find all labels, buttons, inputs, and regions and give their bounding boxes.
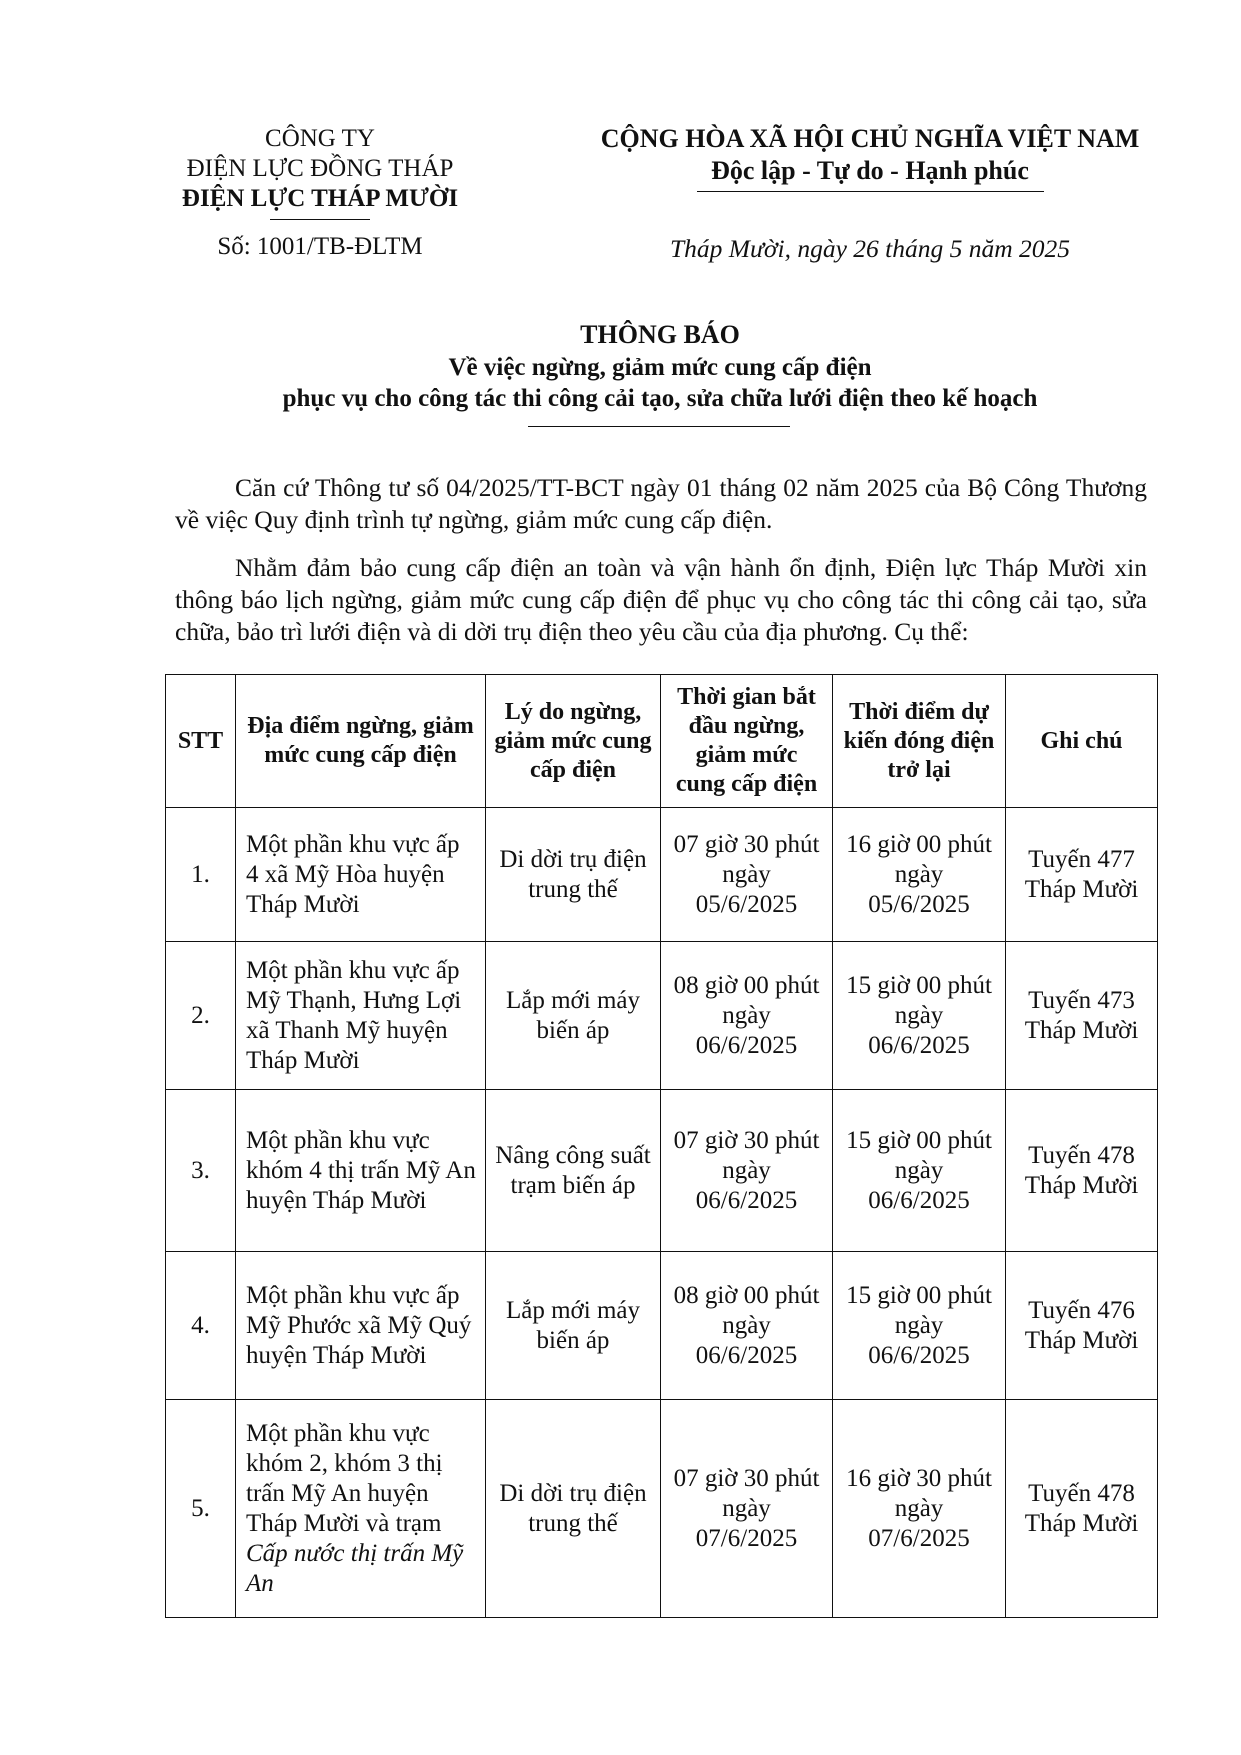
header-start-time: Thời gian bắt đầu ngừng, giảm mức cung cấp điện bbox=[661, 675, 833, 808]
cell-end-time: 15 giờ 00 phút ngày 06/6/2025 bbox=[833, 942, 1006, 1090]
cell-end-time: 15 giờ 00 phút ngày 06/6/2025 bbox=[833, 1252, 1006, 1400]
cell-location: Một phần khu vực ấp 4 xã Mỹ Hòa huyện Tháp Mười bbox=[236, 808, 486, 942]
place-date: Tháp Mười, ngày 26 tháng 5 năm 2025 bbox=[669, 234, 1071, 263]
cell-reason: Di dời trụ điện trung thế bbox=[486, 808, 661, 942]
header-reason: Lý do ngừng, giảm mức cung cấp điện bbox=[486, 675, 661, 808]
cell-start-time: 08 giờ 00 phút ngày 06/6/2025 bbox=[661, 1252, 833, 1400]
cell-end-time: 16 giờ 00 phút ngày 05/6/2025 bbox=[833, 808, 1006, 942]
cell-reason: Nâng công suất trạm biến áp bbox=[486, 1090, 661, 1252]
cell-note: Tuyến 477 Tháp Mười bbox=[1006, 808, 1158, 942]
table-row bbox=[166, 1090, 1158, 1252]
cell-end-time: 15 giờ 00 phút ngày 06/6/2025 bbox=[833, 1090, 1006, 1252]
cell-reason: Lắp mới máy biến áp bbox=[486, 942, 661, 1090]
cell-location-italic: Cấp nước thị trấn Mỹ An bbox=[246, 1539, 464, 1597]
cell-end-time: 16 giờ 30 phút ngày 07/6/2025 bbox=[833, 1400, 1006, 1618]
national-title: CỘNG HÒA XÃ HỘI CHỦ NGHĨA VIỆT NAM bbox=[600, 124, 1140, 153]
cell-stt: 4. bbox=[166, 1252, 236, 1400]
cell-location: Một phần khu vực khóm 4 thị trấn Mỹ An huyện Tháp Mười bbox=[236, 1090, 486, 1252]
document-subtitle-line2: phục vụ cho công tác thi công cải tạo, sửa chữa lưới điện theo kế hoạch bbox=[282, 385, 1038, 412]
cell-start-time: 07 giờ 30 phút ngày 05/6/2025 bbox=[661, 808, 833, 942]
org-name: ĐIỆN LỰC THÁP MƯỜI bbox=[181, 185, 459, 212]
document-subtitle-line1: Về việc ngừng, giảm mức cung cấp điện bbox=[448, 354, 872, 381]
cell-start-time: 07 giờ 30 phút ngày 06/6/2025 bbox=[661, 1090, 833, 1252]
org-header bbox=[150, 124, 490, 214]
cell-location: Một phần khu vực ấp Mỹ Thạnh, Hưng Lợi xã Thanh Mỹ huyện Tháp Mười bbox=[236, 942, 486, 1090]
header-location: Địa điểm ngừng, giảm mức cung cấp điện bbox=[236, 675, 486, 808]
document-title: THÔNG BÁO bbox=[580, 320, 740, 349]
cell-reason: Lắp mới máy biến áp bbox=[486, 1252, 661, 1400]
table-header-row bbox=[166, 675, 1158, 808]
cell-location bbox=[236, 1400, 486, 1618]
outage-schedule-table bbox=[165, 674, 1158, 1618]
paragraph-legal-basis: Căn cứ Thông tư số 04/2025/TT-BCT ngày 01 tháng 02 năm 2025 của Bộ Công Thương về việc Quy định trình tự ngừng, giảm mức cung cấp điện. bbox=[175, 473, 1147, 534]
cell-start-time: 07 giờ 30 phút ngày 07/6/2025 bbox=[661, 1400, 833, 1618]
cell-note: Tuyến 476 Tháp Mười bbox=[1006, 1252, 1158, 1400]
cell-reason: Di dời trụ điện trung thế bbox=[486, 1400, 661, 1618]
table-row bbox=[166, 1252, 1158, 1400]
cell-start-time: 08 giờ 00 phút ngày 06/6/2025 bbox=[661, 942, 833, 1090]
cell-stt: 1. bbox=[166, 808, 236, 942]
cell-stt: 2. bbox=[166, 942, 236, 1090]
cell-note: Tuyến 478 Tháp Mười bbox=[1006, 1400, 1158, 1618]
cell-location: Một phần khu vực ấp Mỹ Phước xã Mỹ Quý huyện Tháp Mười bbox=[236, 1252, 486, 1400]
paragraph-purpose: Nhằm đảm bảo cung cấp điện an toàn và vận hành ổn định, Điện lực Tháp Mười xin thông báo lịch ngừng, giảm mức cung cấp điện để phục vụ cho công tác thi công cải tạo, sửa chữa, bảo trì lưới điện và di dời trụ điện theo yêu cầu của địa phương. Cụ thể: bbox=[175, 553, 1147, 646]
cell-note: Tuyến 478 Tháp Mười bbox=[1006, 1090, 1158, 1252]
cell-location-text: Một phần khu vực khóm 2, khóm 3 thị trấn Mỹ An huyện Tháp Mười và trạm bbox=[246, 1419, 443, 1537]
org-parent-line2: ĐIỆN LỰC ĐỒNG THÁP bbox=[186, 155, 454, 182]
table-row bbox=[166, 808, 1158, 942]
doc-number: Số: 1001/TB-ĐLTM bbox=[217, 233, 423, 260]
header-note: Ghi chú bbox=[1006, 675, 1158, 808]
table-row bbox=[166, 1400, 1158, 1618]
org-parent-line1: CÔNG TY bbox=[265, 125, 375, 152]
header-end-time: Thời điểm dự kiến đóng điện trở lại bbox=[833, 675, 1006, 808]
org-underline bbox=[270, 219, 370, 220]
national-motto: Độc lập - Tự do - Hạnh phúc bbox=[711, 156, 1029, 185]
header-stt: STT bbox=[166, 675, 236, 808]
cell-note: Tuyến 473 Tháp Mười bbox=[1006, 942, 1158, 1090]
cell-stt: 3. bbox=[166, 1090, 236, 1252]
table-row bbox=[166, 942, 1158, 1090]
title-underline bbox=[528, 426, 790, 427]
cell-stt: 5. bbox=[166, 1400, 236, 1618]
motto-underline bbox=[697, 191, 1044, 192]
